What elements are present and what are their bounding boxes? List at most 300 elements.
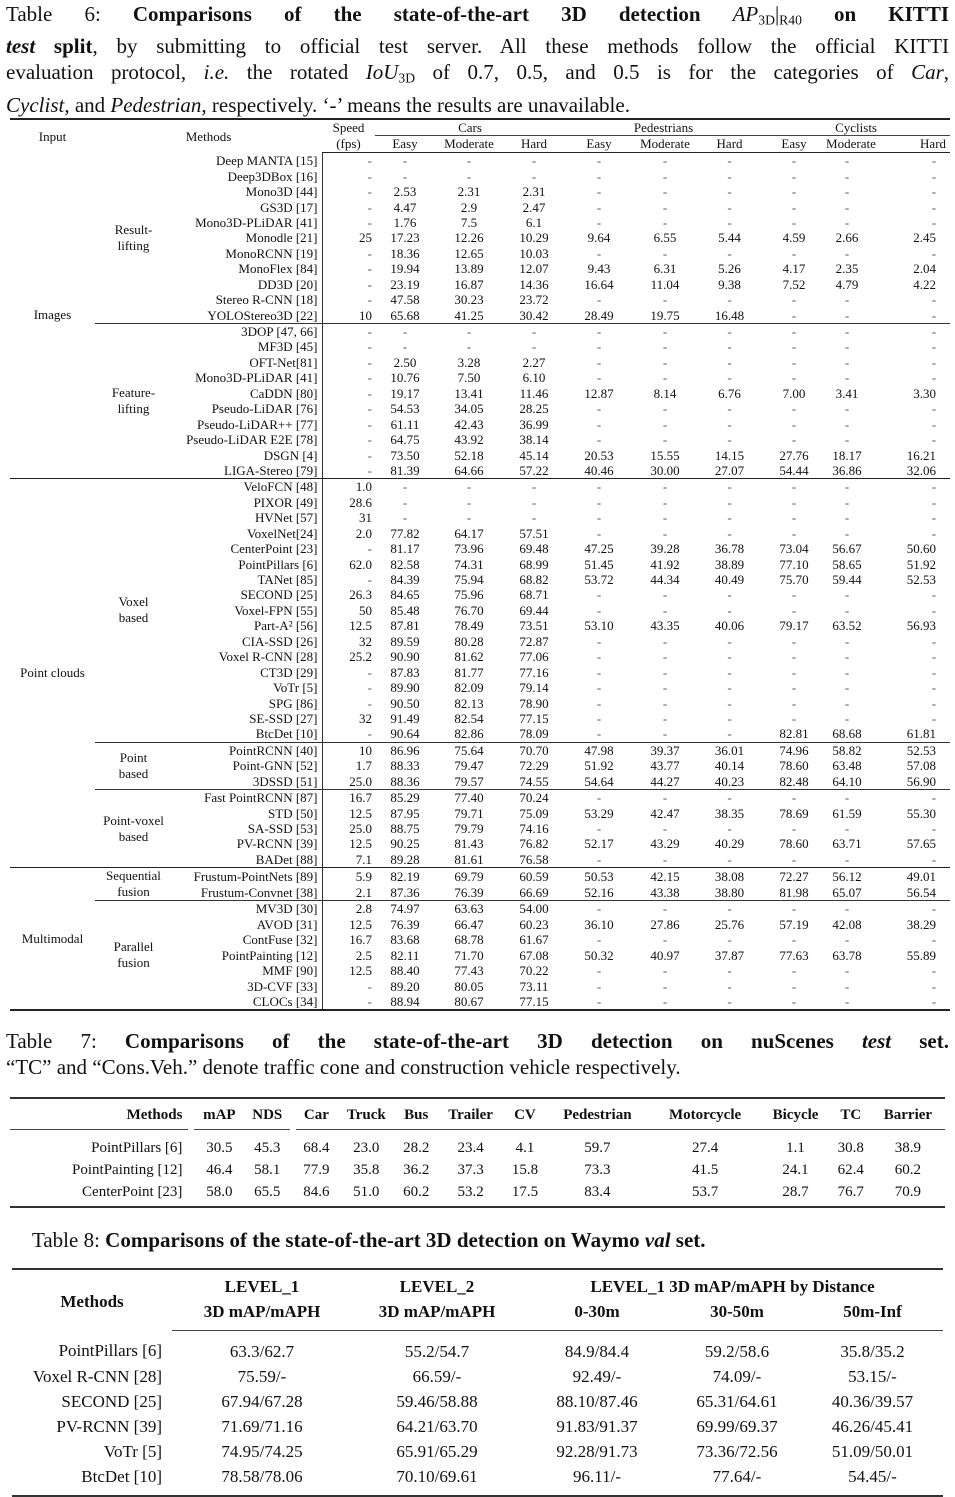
method-name: SE-SSD [27] bbox=[172, 711, 322, 726]
ap-value: 73.96 bbox=[454, 541, 484, 557]
method-name: GS3D [17] bbox=[172, 199, 322, 214]
speed-value: 12.5 bbox=[349, 805, 372, 821]
speed-value: - bbox=[367, 339, 372, 355]
metric-value: 84.6 bbox=[303, 1183, 330, 1200]
caption-text: val bbox=[644, 1228, 671, 1252]
ap-value: 56.54 bbox=[906, 884, 937, 900]
speed-value: - bbox=[367, 978, 372, 994]
speed-value: 25.0 bbox=[349, 773, 372, 789]
ap-value: 2.31 bbox=[457, 184, 481, 200]
table-row bbox=[10, 1159, 945, 1181]
method-name: VoTr [5] bbox=[172, 680, 322, 695]
ap-value: - bbox=[791, 510, 797, 526]
method-name: SA-SSD [53] bbox=[172, 821, 322, 836]
ap-value: 57.08 bbox=[906, 758, 937, 774]
ap-value: 20.53 bbox=[584, 447, 614, 463]
speed-value: - bbox=[367, 245, 372, 261]
ap-value: 53.72 bbox=[584, 572, 614, 588]
ap-value: - bbox=[762, 789, 826, 805]
ap-value: 52.53 bbox=[868, 742, 950, 758]
ap-value: - bbox=[868, 901, 950, 917]
metric-value: 68.4 bbox=[303, 1139, 330, 1156]
speed-value: - bbox=[367, 292, 372, 308]
ap-value: 51.92 bbox=[584, 758, 614, 774]
ap-value: - bbox=[844, 432, 850, 448]
metric-value: 35.8/35.2 bbox=[840, 1341, 905, 1361]
header-level1: LEVEL_1 bbox=[224, 1276, 300, 1296]
ap-value: 30.23 bbox=[454, 292, 484, 308]
ap-value: - bbox=[662, 168, 668, 184]
ap-value: 41.25 bbox=[454, 307, 484, 323]
caption-text: of 0.7, 0.5, and 0.5 is for the categories of bbox=[415, 60, 912, 85]
ap-value: 40.23 bbox=[714, 773, 745, 789]
ap-value: 11.46 bbox=[519, 385, 549, 401]
ap-value: - bbox=[596, 932, 602, 948]
ap-value: - bbox=[662, 932, 668, 948]
ap-value: - bbox=[662, 199, 668, 215]
ap-value: - bbox=[596, 214, 602, 230]
table-row bbox=[10, 789, 950, 805]
metric-value: 71.69/71.16 bbox=[221, 1416, 303, 1436]
ap-value: 64.10 bbox=[832, 773, 862, 789]
metric-value: 92.49/- bbox=[572, 1366, 622, 1386]
ap-value: 68.82 bbox=[519, 572, 549, 588]
header-fps: (fps) bbox=[322, 136, 375, 153]
ap-value: 69.48 bbox=[519, 541, 549, 557]
ap-value: - bbox=[662, 416, 668, 432]
ap-value: - bbox=[662, 664, 668, 680]
ap-value: - bbox=[596, 710, 602, 726]
ap-value: 10.76 bbox=[390, 370, 420, 386]
metric-value: 62.4 bbox=[837, 1161, 864, 1178]
ap-value: - bbox=[697, 479, 762, 495]
ap-value: 64.17 bbox=[454, 525, 484, 541]
metric-value: 76.7 bbox=[837, 1183, 864, 1200]
speed-value: 10 bbox=[322, 742, 375, 758]
speed-value: 25.2 bbox=[349, 649, 372, 665]
metric-value: 58.0 bbox=[206, 1183, 233, 1200]
subgroup-label-line: Parallel bbox=[113, 939, 154, 955]
speed-value: - bbox=[367, 572, 372, 588]
ap-value: - bbox=[596, 245, 602, 261]
speed-value: 62.0 bbox=[349, 556, 372, 572]
ap-value: 57.65 bbox=[906, 836, 937, 852]
ap-value: - bbox=[844, 821, 850, 837]
ap-value: - bbox=[931, 821, 937, 837]
ap-value: - bbox=[727, 680, 732, 696]
ap-value: 69.44 bbox=[519, 602, 549, 618]
table-row bbox=[10, 1130, 945, 1160]
speed-value: 26.3 bbox=[349, 587, 372, 603]
method-name: MV3D [30] bbox=[172, 901, 322, 917]
metric-value: 30.5 bbox=[206, 1139, 233, 1156]
ap-value: 67.08 bbox=[519, 947, 549, 963]
header-barrier: Barrier bbox=[871, 1098, 945, 1130]
header-50m-inf: 50m-Inf bbox=[802, 1299, 943, 1331]
speed-value: - bbox=[367, 462, 372, 478]
ap-value: - bbox=[596, 695, 602, 711]
ap-value: - bbox=[565, 789, 633, 805]
ap-value: - bbox=[596, 354, 602, 370]
caption-text: split bbox=[35, 34, 93, 59]
ap-value: 74.55 bbox=[519, 773, 549, 789]
ap-value: - bbox=[844, 649, 850, 665]
ap-value: 47.98 bbox=[565, 742, 633, 758]
ap-value: 12.65 bbox=[454, 245, 484, 261]
ap-value: 56.12 bbox=[826, 868, 868, 885]
ap-value: 50.53 bbox=[565, 868, 633, 885]
ap-value: - bbox=[844, 525, 850, 541]
ap-value: 65.07 bbox=[832, 884, 862, 900]
method-name: Point-GNN [52] bbox=[172, 758, 322, 773]
ap-value: - bbox=[727, 245, 732, 261]
ap-value: - bbox=[662, 339, 668, 355]
header-input: Input bbox=[38, 128, 67, 144]
ap-value: 1.76 bbox=[393, 214, 417, 230]
speed-value: 50 bbox=[359, 602, 372, 618]
ap-value: - bbox=[844, 153, 850, 169]
ap-value: 77.15 bbox=[519, 710, 549, 726]
metric-value: 60.2 bbox=[894, 1161, 922, 1178]
ap-value: - bbox=[727, 168, 732, 184]
caption-line bbox=[6, 1054, 949, 1080]
caption-text: the rotated bbox=[229, 60, 366, 85]
ap-value: - bbox=[633, 323, 697, 339]
method-name: PointPillars [6] bbox=[172, 556, 322, 571]
method-name: PV-RCNN [39] bbox=[56, 1416, 162, 1436]
metric-value: 88.10/87.46 bbox=[556, 1391, 638, 1411]
speed-value: - bbox=[367, 541, 372, 557]
metric-value: 36.2 bbox=[403, 1161, 430, 1178]
ap-value: 82.48 bbox=[779, 773, 809, 789]
table8-caption bbox=[32, 1227, 924, 1253]
ap-value: - bbox=[791, 339, 797, 355]
ap-value: - bbox=[531, 168, 537, 184]
ap-value: 61.59 bbox=[832, 805, 862, 821]
ap-value: 47.25 bbox=[584, 541, 614, 557]
metric-value: 37.3 bbox=[457, 1161, 484, 1178]
ap-value: - bbox=[727, 649, 732, 665]
ap-value: 12.07 bbox=[519, 261, 549, 277]
ap-value: 50.60 bbox=[906, 541, 937, 557]
ap-value: 81.17 bbox=[390, 541, 420, 557]
caption-text: Table 6: bbox=[6, 2, 133, 26]
speed-value: 7.1 bbox=[355, 851, 372, 867]
ap-value: - bbox=[596, 680, 602, 696]
method-name: Fast PointRCNN [87] bbox=[172, 789, 322, 805]
ap-value: - bbox=[844, 494, 850, 510]
metric-value: 83.4 bbox=[584, 1183, 611, 1200]
ap-value: - bbox=[531, 510, 537, 526]
ap-value: 6.55 bbox=[653, 230, 677, 246]
ap-value: 74.96 bbox=[762, 742, 826, 758]
ap-value: 70.22 bbox=[519, 963, 549, 979]
ap-value: - bbox=[931, 664, 937, 680]
ap-value: 68.99 bbox=[519, 556, 549, 572]
ap-value: - bbox=[931, 602, 937, 618]
subgroup-label-line: fusion bbox=[117, 955, 150, 971]
speed-value: - bbox=[367, 261, 372, 277]
ap-value: - bbox=[791, 710, 797, 726]
method-name: MonoFlex [84] bbox=[172, 261, 322, 276]
ap-value: - bbox=[531, 339, 537, 355]
ap-value: - bbox=[826, 789, 868, 805]
header-cars: Cars bbox=[375, 119, 565, 136]
header-trailer: Trailer bbox=[436, 1098, 505, 1130]
ap-value: 36.99 bbox=[519, 416, 549, 432]
ap-value: - bbox=[633, 901, 697, 917]
ap-value: - bbox=[931, 851, 937, 867]
metric-value: 65.31/64.61 bbox=[696, 1391, 778, 1411]
speed-value: 16.7 bbox=[349, 932, 372, 948]
method-name: PV-RCNN [39] bbox=[172, 836, 322, 851]
ap-value: - bbox=[931, 184, 937, 200]
ap-value: - bbox=[662, 710, 668, 726]
subgroup-label-line: Result- bbox=[114, 221, 153, 237]
ap-value: - bbox=[931, 307, 937, 323]
ap-value: 36.78 bbox=[714, 541, 745, 557]
header-tc: TC bbox=[831, 1098, 871, 1130]
ap-value: - bbox=[791, 633, 797, 649]
header-moderate: Moderate bbox=[435, 136, 503, 153]
ap-value: - bbox=[596, 633, 602, 649]
ap-value: - bbox=[402, 494, 408, 510]
ap-value: - bbox=[826, 479, 868, 495]
ap-value: - bbox=[931, 587, 937, 603]
ap-value: 77.43 bbox=[454, 963, 484, 979]
ap-value: - bbox=[931, 494, 937, 510]
subgroup-label-line: based bbox=[118, 828, 149, 844]
ap-value: 38.29 bbox=[906, 916, 937, 932]
method-name: DSGN [4] bbox=[172, 447, 322, 462]
caption-text: i.e. bbox=[203, 60, 230, 85]
ap-value: 55.89 bbox=[906, 947, 937, 963]
ap-value: 90.25 bbox=[390, 836, 420, 852]
ap-value: 77.10 bbox=[779, 556, 809, 572]
metric-value: 74.95/74.25 bbox=[221, 1441, 303, 1461]
ap-value: 79.17 bbox=[779, 618, 809, 634]
ap-value: - bbox=[826, 901, 868, 917]
ap-value: 63.71 bbox=[832, 836, 862, 852]
ap-value: 88.94 bbox=[390, 993, 420, 1009]
ap-value: - bbox=[596, 587, 602, 603]
ap-value: 28.49 bbox=[584, 307, 614, 323]
method-name: PointPainting [12] bbox=[172, 947, 322, 962]
subgroup-label-line: based bbox=[118, 610, 149, 626]
ap-value: - bbox=[931, 710, 937, 726]
method-name: Deep MANTA [15] bbox=[172, 153, 322, 169]
ap-value: - bbox=[727, 963, 732, 979]
ap-value: - bbox=[791, 153, 797, 169]
ap-value: 56.90 bbox=[906, 773, 937, 789]
ap-value: - bbox=[727, 401, 732, 417]
speed-value: - bbox=[367, 664, 372, 680]
ap-value: 44.34 bbox=[650, 572, 680, 588]
method-name: SECOND [25] bbox=[61, 1391, 162, 1411]
table7-nuscenes bbox=[10, 1097, 945, 1208]
subgroup-label-line: based bbox=[118, 765, 149, 781]
ap-value: - bbox=[791, 494, 797, 510]
ap-value: - bbox=[791, 401, 797, 417]
subgroup-label-line: Sequential bbox=[106, 868, 161, 884]
subgroup-label-line: fusion bbox=[117, 884, 150, 900]
method-name: YOLOStereo3D [22] bbox=[172, 307, 322, 323]
ap-value: - bbox=[844, 993, 850, 1009]
ap-value: 78.49 bbox=[454, 618, 484, 634]
ap-value: 78.09 bbox=[519, 726, 549, 742]
ap-value: - bbox=[791, 245, 797, 261]
subgroup-label bbox=[95, 479, 172, 742]
ap-value: 63.63 bbox=[435, 901, 503, 917]
table6-caption bbox=[6, 1, 949, 118]
ap-value: - bbox=[596, 184, 602, 200]
ap-value: 12.87 bbox=[584, 385, 614, 401]
caption-text: Cyclist bbox=[6, 92, 65, 117]
speed-value: - bbox=[367, 680, 372, 696]
subgroup-label bbox=[95, 153, 172, 324]
ap-value: 59.44 bbox=[832, 572, 862, 588]
ap-value: - bbox=[791, 432, 797, 448]
speed-value: 32 bbox=[359, 710, 372, 726]
ap-value: 63.78 bbox=[832, 947, 862, 963]
ap-value: 40.49 bbox=[714, 572, 745, 588]
subgroup-label-line: Voxel bbox=[118, 594, 149, 610]
header-bus: Bus bbox=[396, 1098, 436, 1130]
ap-value: 89.59 bbox=[390, 633, 420, 649]
ap-value: 7.52 bbox=[782, 276, 806, 292]
ap-value: - bbox=[727, 587, 732, 603]
ap-value: 6.10 bbox=[522, 370, 546, 386]
method-name: PIXOR [49] bbox=[172, 495, 322, 510]
caption-text: test bbox=[861, 1029, 892, 1053]
ap-value: 73.11 bbox=[519, 978, 549, 994]
ap-value: 3.30 bbox=[913, 385, 937, 401]
ap-value: - bbox=[466, 153, 472, 169]
speed-value: 2.8 bbox=[322, 901, 375, 917]
metric-value: 59.2/58.6 bbox=[704, 1341, 770, 1361]
metric-value: 59.7 bbox=[584, 1139, 611, 1156]
ap-value: 28.25 bbox=[519, 401, 549, 417]
table-row bbox=[12, 1364, 943, 1389]
ap-value: - bbox=[844, 602, 850, 618]
metric-value: 96.11/- bbox=[572, 1466, 621, 1486]
ap-value: 36.01 bbox=[697, 742, 762, 758]
ap-value: 87.36 bbox=[390, 884, 420, 900]
ap-value: - bbox=[931, 401, 937, 417]
ap-value: 2.47 bbox=[522, 199, 546, 215]
speed-value: 12.5 bbox=[349, 836, 372, 852]
ap-value: 7.50 bbox=[457, 370, 481, 386]
ap-value: 57.51 bbox=[519, 525, 549, 541]
caption-text: “TC” and “Cons.Veh.” denote traffic cone and construction vehicle respectively. bbox=[6, 1055, 681, 1079]
ap-value: - bbox=[531, 494, 537, 510]
method-name: LIGA-Stereo [79] bbox=[172, 463, 322, 479]
ap-value: 38.14 bbox=[519, 432, 549, 448]
metric-value: 46.4 bbox=[206, 1161, 233, 1178]
table8-waymo bbox=[12, 1268, 943, 1497]
ap-value: 23.19 bbox=[390, 276, 420, 292]
ap-value: - bbox=[727, 695, 732, 711]
caption-line bbox=[6, 59, 949, 91]
caption-text: Comparisons of the state-of-the-art 3D detection bbox=[132, 2, 733, 26]
ap-value: 43.77 bbox=[650, 758, 680, 774]
ap-value: - bbox=[633, 479, 697, 495]
ap-value: 58.82 bbox=[826, 742, 868, 758]
metric-value: 64.21/63.70 bbox=[396, 1416, 478, 1436]
ap-value: 16.64 bbox=[584, 276, 614, 292]
ap-value: 56.67 bbox=[832, 541, 862, 557]
ap-value: - bbox=[931, 963, 937, 979]
method-name: MonoRCNN [19] bbox=[172, 246, 322, 261]
method-name: HVNet [57] bbox=[172, 510, 322, 525]
metric-value: 27.4 bbox=[691, 1139, 719, 1156]
metric-value: 66.59/- bbox=[412, 1366, 462, 1386]
ap-value: 42.43 bbox=[454, 416, 484, 432]
ap-value: 88.33 bbox=[390, 758, 420, 774]
header-cyclists: Cyclists bbox=[762, 119, 950, 136]
ap-value: - bbox=[791, 602, 797, 618]
metric-value: 75.59/- bbox=[237, 1366, 287, 1386]
ap-value: 36.10 bbox=[584, 916, 614, 932]
ap-value: - bbox=[503, 323, 565, 339]
method-name: AVOD [31] bbox=[172, 917, 322, 932]
ap-value: 75.09 bbox=[519, 805, 549, 821]
method-name: VoxelNet[24] bbox=[172, 526, 322, 541]
ap-value: - bbox=[727, 184, 732, 200]
method-name: PointPillars [6] bbox=[91, 1139, 183, 1156]
ap-value: 64.75 bbox=[390, 432, 420, 448]
ap-value: 51.92 bbox=[906, 556, 937, 572]
ap-value: 91.49 bbox=[390, 710, 420, 726]
metric-value: 65.5 bbox=[254, 1183, 281, 1200]
speed-value: - bbox=[367, 354, 372, 370]
ap-value: 36.86 bbox=[832, 462, 862, 478]
speed-value: - bbox=[367, 432, 372, 448]
header-motorcycle: Motorcycle bbox=[650, 1098, 761, 1130]
metric-value: 23.4 bbox=[457, 1139, 484, 1156]
method-name: CaDDN [80] bbox=[172, 386, 322, 401]
ap-value: 42.47 bbox=[650, 805, 680, 821]
ap-value: 27.07 bbox=[714, 462, 745, 478]
ap-value: - bbox=[791, 168, 797, 184]
ap-value: 75.70 bbox=[779, 572, 809, 588]
metric-value: 53.7 bbox=[691, 1183, 719, 1200]
ap-value: 6.31 bbox=[653, 261, 677, 277]
method-name: Frustum-PointNets [89] bbox=[172, 868, 322, 885]
ap-value: - bbox=[844, 370, 850, 386]
ap-value: 2.9 bbox=[460, 199, 478, 215]
caption-text: 3D bbox=[758, 12, 775, 28]
ap-value: 90.64 bbox=[390, 726, 420, 742]
ap-value: 2.31 bbox=[522, 184, 546, 200]
table-row bbox=[12, 1464, 943, 1496]
caption-text: Table 7: bbox=[6, 1029, 125, 1053]
ap-value: 27.76 bbox=[779, 447, 809, 463]
ap-value: 43.29 bbox=[650, 836, 680, 852]
ap-value: 73.50 bbox=[390, 447, 420, 463]
ap-value: - bbox=[844, 932, 850, 948]
metric-value: 67.94/67.28 bbox=[221, 1391, 303, 1411]
ap-value: - bbox=[844, 292, 850, 308]
ap-value: - bbox=[596, 401, 602, 417]
ap-value: - bbox=[662, 726, 668, 742]
speed-value: 12.5 bbox=[349, 963, 372, 979]
ap-value: - bbox=[844, 339, 850, 355]
ap-value: 14.36 bbox=[519, 276, 549, 292]
ap-value: 53.29 bbox=[584, 805, 614, 821]
ap-value: 16.48 bbox=[714, 307, 745, 323]
ap-value: 18.17 bbox=[832, 447, 862, 463]
